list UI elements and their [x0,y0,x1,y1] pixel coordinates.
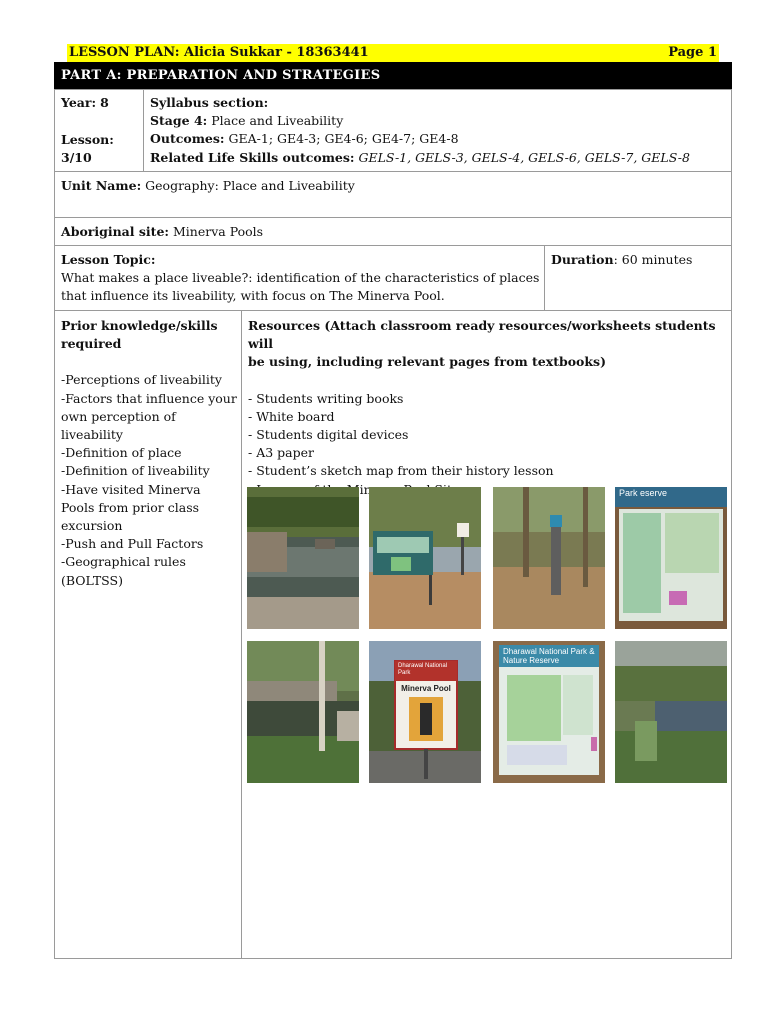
year-value: 8 [100,95,109,110]
lesson-label: Lesson: [61,132,114,147]
topic-label: Lesson Topic: [61,252,156,267]
resources-heading-2: be using, including relevant pages from textbooks) [248,354,607,370]
resource-item: - A3 paper [248,445,314,461]
reserve-map-board-photo [493,641,605,783]
stage-value: Place and Liveability [211,113,344,129]
year-syllabus-row [54,89,732,172]
prior-knowledge-heading-2: required [61,336,122,352]
unit-name-row [54,171,732,218]
life-skills-value: GELS-1, GELS-3, GELS-4, GELS-6, GELS-7, GELS-8 [358,149,690,165]
park-map-board-photo [615,487,727,629]
prior-knowledge-line: -Factors that influence your [61,390,237,406]
prior-knowledge-line: own perception of [61,408,176,424]
board-title-text: Dharawal National Park & Nature Reserve [503,647,595,665]
lesson-value: 3/10 [61,150,92,166]
syllabus-cell [150,94,690,167]
lesson-topic-cell [61,251,539,306]
board-partial-text: Park eserve [619,488,668,498]
park-sign-photo [369,487,481,629]
prior-knowledge-heading-1: Prior knowledge/skills [61,318,218,333]
prior-knowledge-line: (BOLTSS) [61,572,123,588]
aboriginal-site-label: Aboriginal site: [61,224,170,239]
resource-item: - Student’s sketch map from their history lesson [248,463,554,479]
prior-knowledge-line: liveability [61,427,123,443]
column-divider [544,246,545,310]
lesson-topic-row [54,245,732,311]
sign-pool-text: Minerva Pool [401,684,451,693]
syllabus-label: Syllabus section: [150,95,269,110]
aboriginal-site-row [54,217,732,246]
resource-item: - Students writing books [248,390,404,406]
prior-knowledge-line: excursion [61,518,123,534]
outcomes-label: Outcomes: [150,131,225,147]
unit-value: Geography: Place and Liveability [145,178,355,193]
prior-knowledge-line: -Have visited Minerva [61,481,201,497]
column-divider [241,311,242,958]
year-label: Year: [61,95,97,110]
life-skills-label: Related Life Skills outcomes: [150,149,355,165]
prior-knowledge-line: Pools from prior class [61,499,200,515]
prior-knowledge-line: -Push and Pull Factors [61,536,204,552]
outcomes-value: GEA-1; GE4-3; GE4-6; GE4-7; GE4-8 [228,131,459,147]
prior-knowledge-line: -Perceptions of liveability [61,372,222,388]
unit-label: Unit Name: [61,178,142,193]
stage-label: Stage 4: [150,113,208,129]
knowledge-resources-row [54,310,732,959]
prior-knowledge-line: -Definition of liveability [61,463,210,479]
lesson-plan-title: LESSON PLAN: Alicia Sukkar - 18363441 [69,45,369,60]
topic-line-2: that influence its liveability, with focus on The Minerva Pool. [61,288,445,304]
prior-knowledge-cell [61,317,237,590]
lesson-cell [61,131,114,167]
year-cell [61,94,109,112]
minerva-pool-photo [247,487,359,629]
part-a-heading: PART A: PREPARATION AND STRATEGIES [54,62,732,90]
page-number: Page 1 [668,45,717,60]
sign-park-text: Dharawal National Park [398,663,448,676]
prior-knowledge-line: -Definition of place [61,445,182,461]
minerva-pool-sign-photo [369,641,481,783]
duration-cell [551,251,692,269]
duration-value: : 60 minutes [613,252,693,267]
resource-item: - White board [248,408,335,424]
duration-label: Duration [551,252,614,267]
pool-trees-photo [247,641,359,783]
topic-line-1: What makes a place liveable?: identification of the characteristics of places [61,270,540,286]
track-marker-photo [493,487,605,629]
resources-cell [248,317,728,499]
column-divider [143,90,144,171]
resources-heading-1: Resources (Attach classroom ready resources/worksheets students will [248,318,716,352]
prior-knowledge-line: -Geographical rules [61,554,186,570]
bushland-pool-photo [615,641,727,783]
lesson-plan-header [67,44,719,62]
aboriginal-site-value: Minerva Pools [173,224,264,239]
resource-item: - Students digital devices [248,427,409,443]
